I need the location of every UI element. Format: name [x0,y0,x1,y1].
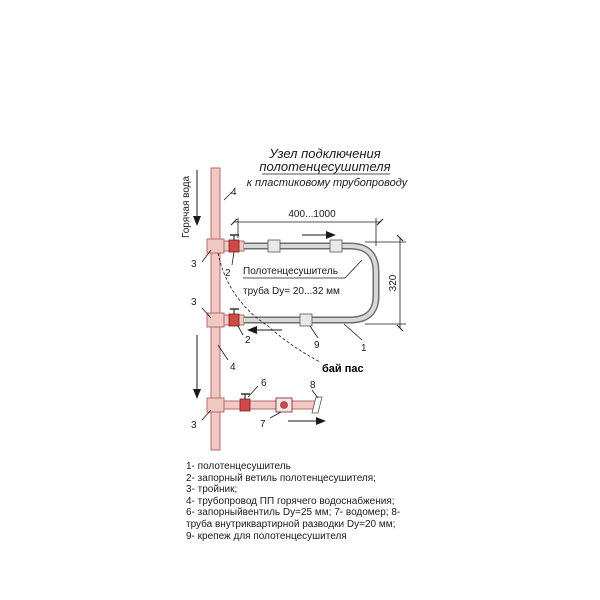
callout-9: 9 [314,340,320,351]
water-meter [276,398,292,412]
hot-water-label: Горячая вода [181,175,192,238]
legend-item: 4- трубопровод ПП горячего водоснабжения; [186,495,395,507]
legend-item: труба внутриквартирной разводки Dy=20 мм; [186,518,396,530]
pipe-spec-label: труба Dy= 20...32 мм [243,286,340,297]
towel-dryer-pipe [244,246,376,320]
tee-lower [207,398,224,412]
callout-1: 1 [361,343,367,354]
height-dimension-value: 320 [388,274,399,292]
mount-lower [300,314,312,326]
legend-item: 1- полотенцесушитель [186,461,291,472]
callout-2-upper: 2 [225,268,231,279]
tee-middle [207,313,224,327]
legend-item: 6- запорныйвентиль Dy=25 мм; 7- водомер; 8- [186,507,401,519]
towel-dryer-outline [244,246,376,320]
diagram-title [247,146,409,189]
dryer-label-pointer [345,260,362,278]
width-dimension-value: 400...1000 [288,209,336,220]
mount-upper-left [268,240,280,252]
valve-upper [224,235,244,252]
title-line-1: Узел подключения [269,146,381,161]
callout-4-upper: 4 [231,187,237,198]
callout-8: 8 [310,380,316,391]
dryer-name-label: Полотенцесушитель [243,266,338,277]
callout-3-upper: 3 [191,259,197,270]
callout-2-lower: 2 [245,335,251,346]
callout-leaders [202,192,362,420]
callout-3-lower: 3 [191,420,197,431]
callout-6: 6 [261,378,267,389]
legend [186,461,486,542]
valve-middle [224,309,244,326]
legend-item: 3- тройник; [186,484,238,496]
legend-item: 9- крепеж для полотенцесушителя [186,530,347,542]
title-line-3: к пластиковому трубопроводу [246,177,408,189]
title-line-2: полотенцесушителя [259,159,391,174]
tee-upper [207,239,224,253]
width-dimension [234,209,380,246]
mount-upper-right [330,240,342,252]
callout-3-middle: 3 [191,297,197,308]
callout-7: 7 [260,419,266,430]
apartment-pipe [224,401,319,409]
callout-4-lower: 4 [230,362,236,373]
bypass-label: бай пас [322,363,364,375]
legend-item: 2- запорный ветиль полотенцесушителя; [186,472,376,484]
